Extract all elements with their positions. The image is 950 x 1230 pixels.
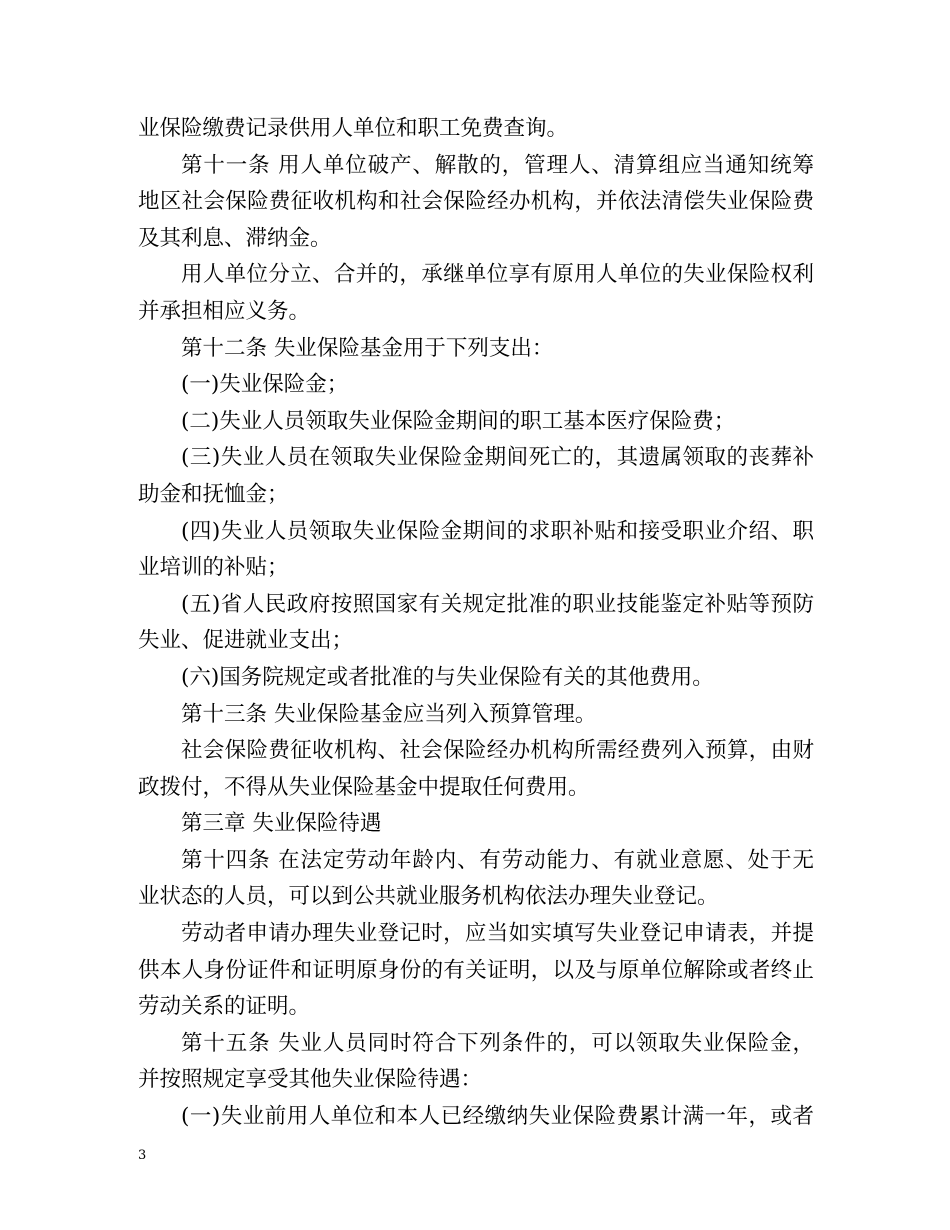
text-line: (三)失业人员在领取失业保险金期间死亡的，其遗属领取的丧葬补 [181,445,814,471]
text-line: 第十二条 失业保险基金用于下列支出： [181,335,554,361]
chapter-heading: 第三章 失业保险待遇 [181,811,382,837]
text-line: (四)失业人员领取失业保险金期间的求职补贴和接受职业介绍、职 [181,518,814,544]
text-line: 第十一条 用人单位破产、解散的，管理人、清算组应当通知统筹 [181,152,814,178]
text-line: 并承担相应义务。 [138,298,311,324]
text-line: 并按照规定享受其他失业保险待遇： [138,1067,483,1093]
text-line: 劳动者申请办理失业登记时，应当如实填写失业登记申请表，并提 [181,921,814,947]
text-line: 劳动关系的证明。 [138,994,311,1020]
text-line: 业培训的补贴； [138,555,289,581]
text-line: 用人单位分立、合并的，承继单位享有原用人单位的失业保险权利 [181,262,814,288]
text-line: 第十四条 在法定劳动年龄内、有劳动能力、有就业意愿、处于无 [181,847,814,873]
text-line: (二)失业人员领取失业保险金期间的职工基本医疗保险费； [181,408,736,434]
text-line: (六)国务院规定或者批准的与失业保险有关的其他费用。 [181,664,714,690]
text-line: 助金和抚恤金； [138,481,289,507]
text-line: (五)省人民政府按照国家有关规定批准的职业技能鉴定补贴等预防 [181,591,814,617]
text-line: 及其利息、滞纳金。 [138,225,332,251]
document-body [138,111,814,1136]
text-line: 政拨付，不得从失业保险基金中提取任何费用。 [138,774,590,800]
text-line: 社会保险费征收机构、社会保险经办机构所需经费列入预算，由财 [181,738,814,764]
text-line: 第十五条 失业人员同时符合下列条件的，可以领取失业保险金， [181,1030,814,1056]
text-line: 业保险缴费记录供用人单位和职工免费查询。 [138,116,569,141]
text-line: (一)失业前用人单位和本人已经缴纳失业保险费累计满一年，或者 [181,1104,814,1130]
text-line: 供本人身份证件和证明原身份的有关证明，以及与原单位解除或者终止 [138,957,814,983]
page-number: 3 [138,1148,147,1163]
text-line: 第十三条 失业保险基金应当列入预算管理。 [181,701,597,727]
text-line: 地区社会保险费征收机构和社会保险经办机构，并依法清偿失业保险费 [138,189,814,215]
text-line: 业状态的人员，可以到公共就业服务机构依法办理失业登记。 [138,884,719,910]
text-line: 失业、促进就业支出； [138,628,354,654]
text-line: (一)失业保险金； [181,372,349,398]
